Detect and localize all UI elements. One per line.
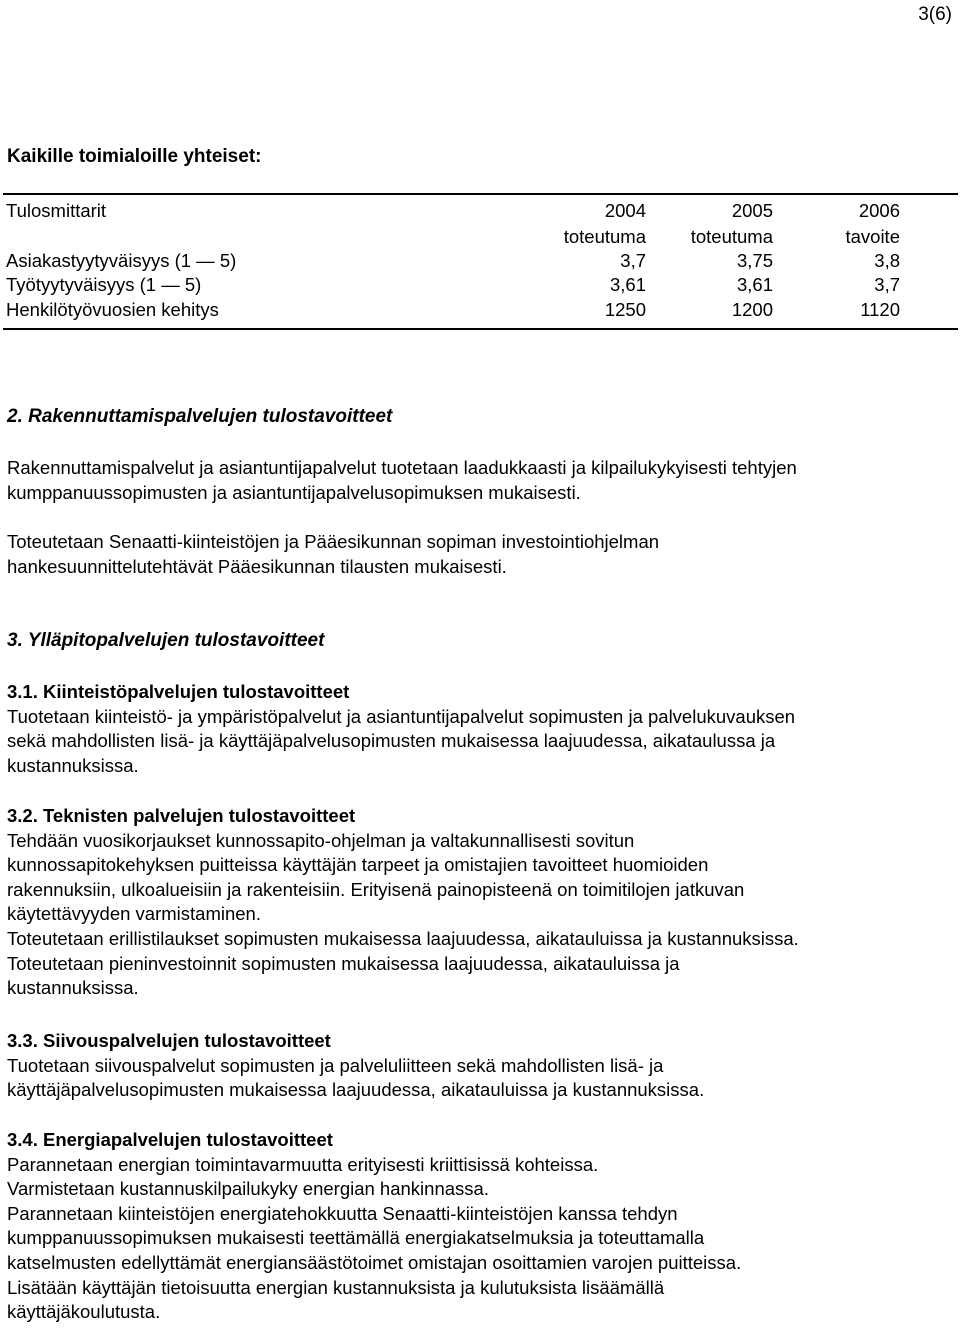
section-3-2: 3.2. Teknisten palvelujen tulostavoitteet Tehdään vuosikorjaukset kunnossapito-ohjelman ja valtakunnallisesti sovitun kunnossapitokehyksen puitteissa käyttäjän tarpeet ja omistajien tavoitteet huomioiden rakennuksiin, ulkoalueisiin ja rakenteisiin. Erityisenä painopisteenä on toimitilojen jatkuvan käytettävyyden varmistaminen. Toteutetaan erillistilaukset sopimusten mukaisessa laajuudessa, aikatauluissa ja kustannuksissa. Toteutetaan pieninvestoinnit sopimusten mukaisessa laajuudessa, aikatauluissa ja kustannuksissa. (7, 804, 947, 1001)
common-heading: Kaikille toimialoille yhteiset: (7, 146, 262, 167)
table-row (6, 249, 900, 273)
metrics-table (6, 198, 900, 322)
section-2-paragraph-2: Toteutetaan Senaatti-kiinteistöjen ja Pääesikunnan sopiman investointiohjelman hankesuunnittelutehtävät Pääesikunnan tilausten mukaisesti. (7, 531, 660, 577)
cell-2004: 3,7 (620, 250, 646, 271)
section-3-1-heading: 3.1. Kiinteistöpalvelujen tulostavoitteet (7, 681, 350, 702)
section-3-3-heading: 3.3. Siivouspalvelujen tulostavoitteet (7, 1030, 331, 1051)
section-3-4-heading: 3.4. Energiapalvelujen tulostavoitteet (7, 1129, 333, 1150)
section-3-heading: 3. Ylläpitopalvelujen tulostavoitteet (7, 630, 325, 651)
cell-2004: 1250 (604, 298, 646, 320)
cell-2005: 3,75 (736, 250, 773, 271)
section-2-heading: 2. Rakennuttamispalvelujen tulostavoitteet (7, 406, 393, 427)
header-cell: 2005 toteutuma (690, 200, 773, 247)
section-3-2-heading: 3.2. Teknisten palvelujen tulostavoitteet (7, 805, 356, 826)
section-3-4: 3.4. Energiapalvelujen tulostavoitteet Parannetaan energian toimintavarmuutta erityisesti kriittisissä kohteissa. Varmistetaan kustannuskilpailukyky energian hankinnassa. Parannetaan kiinteistöjen energiatehokkuutta Senaatti-kiinteistöjen kanssa tehdyn kumppanuussopimuksen mukaisesti teettämällä energiakatselmuksia ja toteuttamalla katselmusten edellyttämät energiansäästötoimet omistajan osoittamien varojen puitteissa. Lisätään käyttäjän tietoisuutta energian kustannuksista ja kulutuksista lisäämällä käyttäjäkoulutusta. (7, 1128, 947, 1325)
section-3-3: 3.3. Siivouspalvelujen tulostavoitteet Tuotetaan siivouspalvelut sopimusten ja palveluliitteen sekä mahdollisten lisä- ja käyttäjäpalvelusopimusten mukaisessa laajuudessa, aikatauluissa ja kustannuksissa. (7, 1029, 947, 1103)
header-cell: Tulosmittarit (6, 200, 107, 221)
page-number: 3(6) (918, 4, 952, 25)
row-label: Henkilötyövuosien kehitys (6, 298, 219, 320)
row-label: Työtyytyväisyys (1 — 5) (6, 274, 202, 296)
table-row (6, 273, 900, 297)
cell-2006: 3,8 (874, 250, 900, 271)
cell-2006: 3,7 (874, 274, 900, 296)
cell-2005: 1200 (731, 298, 773, 320)
cell-2005: 3,61 (736, 274, 773, 296)
table-row (6, 298, 900, 322)
table-top-rule (3, 193, 958, 195)
header-cell: 2004 toteutuma (563, 200, 646, 247)
cell-2004: 3,61 (609, 274, 646, 296)
header-cell: 2006 tavoite (845, 200, 900, 247)
section-2-paragraph-1: Rakennuttamispalvelut ja asiantuntijapalvelut tuotetaan laadukkaasti ja kilpailukykyisesti tehtyjen kumppanuussopimusten ja asiantuntijapalvelusopimuksen mukaisesti. (7, 457, 797, 503)
cell-2006: 1120 (860, 298, 900, 320)
row-label: Asiakastyytyväisyys (1 — 5) (6, 250, 237, 271)
table-header-row (6, 198, 900, 249)
table-bottom-rule (3, 328, 958, 330)
section-3-1: 3.1. Kiinteistöpalvelujen tulostavoitteet Tuotetaan kiinteistö- ja ympäristöpalvelut ja asiantuntijapalvelut sopimusten ja palvelukuvauksen sekä mahdollisten lisä- ja käyttäjäpalvelusopimusten mukaisessa laajuudessa, aikataulussa ja kustannuksissa. (7, 680, 947, 778)
